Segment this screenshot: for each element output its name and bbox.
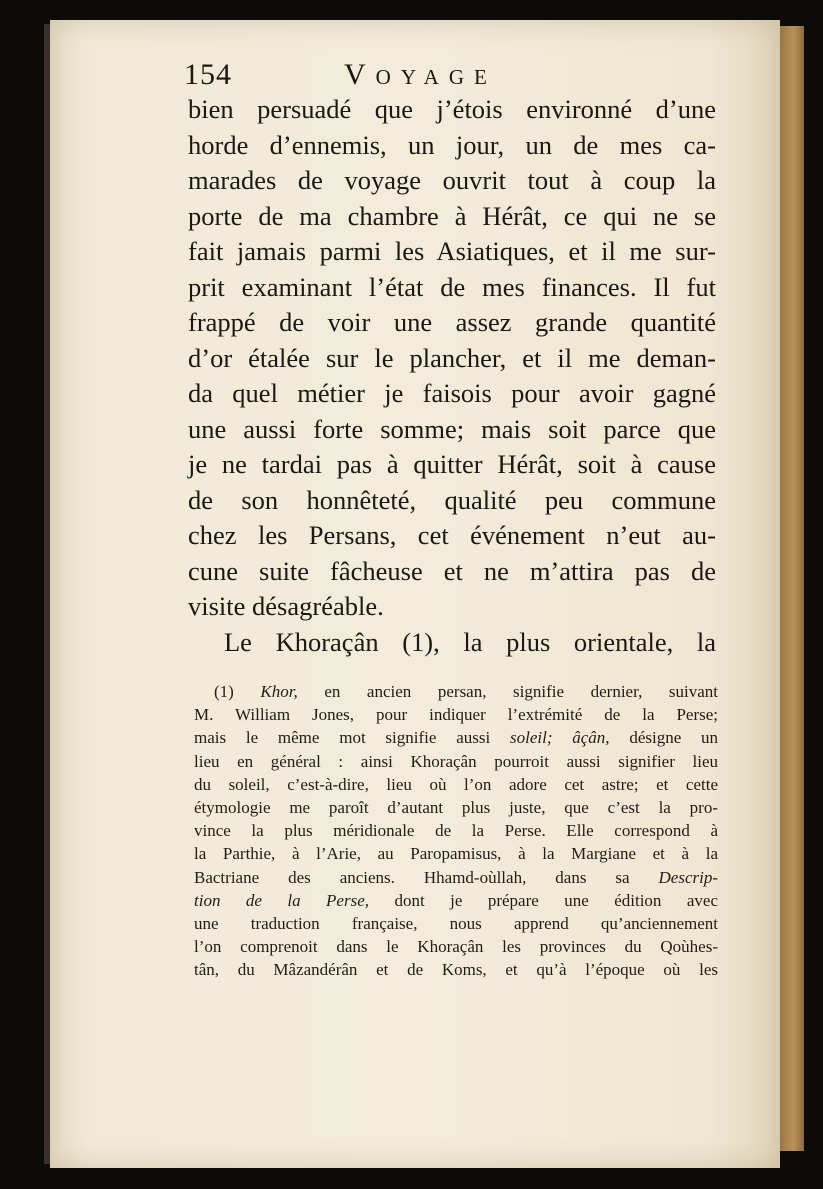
body-line: bien persuadé que j’étois environné d’une (188, 94, 716, 124)
body-line: marades de voyage ouvrit tout à coup la (188, 165, 716, 195)
footnote-text: désigne un (629, 728, 719, 748)
body-line: je ne tardai pas à quitter Hérât, soit à cause (188, 449, 716, 479)
page-number: 154 (184, 58, 232, 91)
footnote-line: M. William Jones, pour indiquer l’extrémité de la Perse; (194, 705, 718, 725)
footnote-line: du soleil, c’est-à-dire, lieu où l’on adore cet astre; et cette (194, 774, 718, 794)
body-text (188, 92, 716, 660)
footnote-term: Khor, (260, 682, 298, 701)
footnote-line: l’on comprenoit dans le Khoraçân les provinces du Qoùhes- (194, 937, 718, 957)
footnote-marker: (1) (214, 682, 234, 701)
footnote-line (194, 866, 718, 889)
footnote-line: lieu en général : ainsi Khoraçân pourroit aussi signifier lieu (194, 751, 718, 771)
body-line: une aussi forte somme; mais soit parce que (188, 413, 716, 444)
footnote-line (194, 889, 718, 912)
footnote-text: en ancien persan, signifie dernier, suivant (324, 682, 719, 701)
footnote-line (194, 726, 718, 749)
footnote-line: étymologie me paroît d’autant plus juste, que c’est la pro- (194, 797, 718, 817)
body-line: d’or étalée sur le plancher, et il me deman- (188, 342, 716, 373)
footnote-line: tân, du Mâzandérân et de Koms, et qu’à l’époque où les (194, 960, 718, 980)
body-line: de son honnêteté, qualité peu commune (188, 484, 716, 515)
footnote-line: vince la plus méridionale de la Perse. Elle correspond à (194, 821, 718, 841)
body-line: da quel métier je faisois pour avoir gagné (188, 378, 716, 408)
footnote-term: tion de la Perse, (194, 890, 369, 910)
footnote-line: la Parthie, à l’Arie, au Paropamisus, à la Margiane et à la (194, 844, 718, 864)
footnote-term: soleil; âçân, (509, 728, 610, 748)
body-line: prit examinant l’état de mes finances. Il fut (188, 271, 716, 302)
body-line: Le Khoraçân (1), la plus orientale, la (224, 626, 716, 657)
body-line: porte de ma chambre à Hérât, ce qui ne se (188, 200, 716, 231)
body-line: visite désagréable. (188, 591, 384, 621)
footnote-line: une traduction française, nous apprend qu’anciennement (194, 913, 718, 933)
footnote-text: Bactriane des anciens. Hhamd-oùllah, dans sa (194, 867, 630, 887)
footnote-line (194, 680, 718, 703)
footnote-text: mais le même mot signifie aussi (194, 728, 491, 748)
page-header (132, 50, 712, 98)
running-title: Voyage (344, 58, 497, 91)
footnote-text: dont je prépare une édition avec (394, 890, 719, 910)
body-line: chez les Persans, cet événement n’eut au- (188, 520, 716, 550)
body-line: frappé de voir une assez grande quantité (188, 307, 716, 337)
footnote-term: Descrip- (658, 867, 718, 887)
body-line: cune suite fâcheuse et ne m’attira pas de (188, 555, 716, 586)
body-line: horde d’ennemis, un jour, un de mes ca- (188, 129, 716, 160)
footnote (194, 680, 718, 981)
body-line: fait jamais parmi les Asiatiques, et il me sur- (188, 236, 716, 266)
